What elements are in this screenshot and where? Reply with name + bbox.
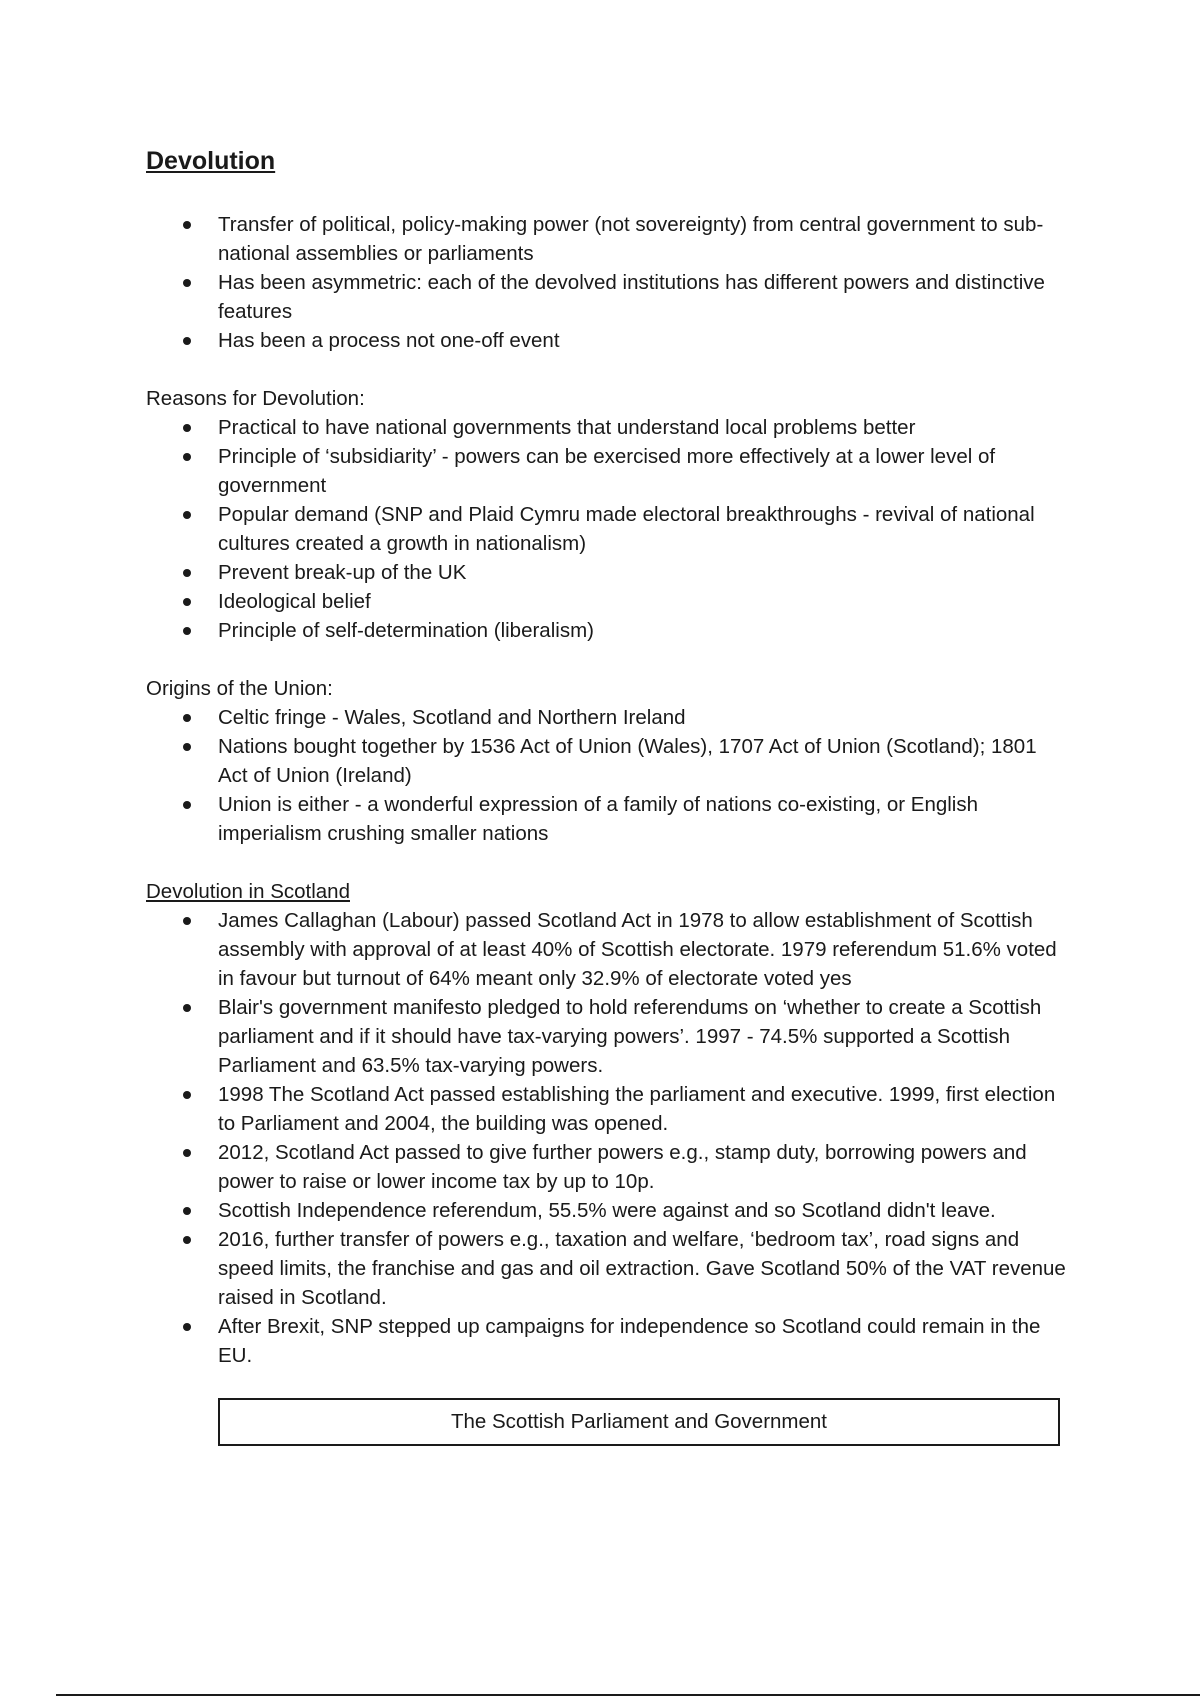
page-title: Devolution: [146, 147, 276, 175]
list-item: Nations bought together by 1536 Act of Union (Wales), 1707 Act of Union (Scotland); 1801 Act of Union (Ireland): [218, 732, 1066, 790]
bullet-icon: [183, 743, 191, 751]
bullet-icon: [183, 714, 191, 722]
bullet-icon: [183, 1207, 191, 1215]
reasons-bullet-list: [146, 413, 1066, 645]
bullet-icon: [183, 1004, 191, 1012]
bullet-icon: [183, 1091, 191, 1099]
page-bottom-rule: [56, 1694, 1200, 1696]
spacer: [146, 848, 1066, 877]
list-item: 1998 The Scotland Act passed establishing the parliament and executive. 1999, first election to Parliament and 2004, the building was opened.: [218, 1080, 1066, 1138]
list-item: Celtic fringe - Wales, Scotland and Northern Ireland: [218, 703, 1066, 732]
list-item: Popular demand (SNP and Plaid Cymru made electoral breakthroughs - revival of national cultures created a growth in nationalism): [218, 500, 1066, 558]
list-item: Transfer of political, policy-making power (not sovereignty) from central government to sub-national assemblies or parliaments: [218, 210, 1066, 268]
list-item: After Brexit, SNP stepped up campaigns for independence so Scotland could remain in the EU.: [218, 1312, 1066, 1370]
bullet-icon: [183, 279, 191, 287]
spacer: [146, 355, 1066, 384]
bullet-icon: [183, 337, 191, 345]
bullet-icon: [183, 453, 191, 461]
bullet-icon: [183, 627, 191, 635]
bullet-icon: [183, 1149, 191, 1157]
list-item: Principle of ‘subsidiarity’ - powers can be exercised more effectively at a lower level of government: [218, 442, 1066, 500]
bullet-icon: [183, 1236, 191, 1244]
bullet-icon: [183, 569, 191, 577]
bullet-icon: [183, 511, 191, 519]
origins-heading: Origins of the Union:: [146, 677, 333, 700]
list-item: Prevent break-up of the UK: [218, 558, 1066, 587]
document-page: [146, 140, 1066, 1446]
list-item: 2012, Scotland Act passed to give further powers e.g., stamp duty, borrowing powers and power to raise or lower income tax by up to 10p.: [218, 1138, 1066, 1196]
list-item: James Callaghan (Labour) passed Scotland Act in 1978 to allow establishment of Scottish assembly with approval of at least 40% of Scottish electorate. 1979 referendum 51.6% voted in favour but turnout of 64% meant only 32.9% of electorate voted yes: [218, 906, 1066, 993]
scotland-heading: Devolution in Scotland: [146, 880, 350, 903]
list-item: Blair's government manifesto pledged to hold referendums on ‘whether to create a Scottish parliament and if it should have tax-varying powers’. 1997 - 74.5% supported a Scottish Parliament and 63.5% tax-varying powers.: [218, 993, 1066, 1080]
bullet-icon: [183, 801, 191, 809]
reasons-heading: Reasons for Devolution:: [146, 387, 365, 410]
list-item: Principle of self-determination (liberalism): [218, 616, 1066, 645]
bullet-icon: [183, 917, 191, 925]
bullet-icon: [183, 1323, 191, 1331]
origins-bullet-list: [146, 703, 1066, 848]
list-item: Has been asymmetric: each of the devolved institutions has different powers and distinctive features: [218, 268, 1066, 326]
list-item: Has been a process not one-off event: [218, 326, 1066, 355]
list-item: Practical to have national governments that understand local problems better: [218, 413, 1066, 442]
list-item: Union is either - a wonderful expression of a family of nations co-existing, or English imperialism crushing smaller nations: [218, 790, 1066, 848]
spacer: [146, 645, 1066, 674]
bullet-icon: [183, 221, 191, 229]
list-item: Ideological belief: [218, 587, 1066, 616]
bullet-icon: [183, 598, 191, 606]
intro-bullet-list: [146, 210, 1066, 355]
scotland-bullet-list: [146, 906, 1066, 1370]
list-item: Scottish Independence referendum, 55.5% were against and so Scotland didn't leave.: [218, 1196, 1066, 1225]
bullet-icon: [183, 424, 191, 432]
list-item: 2016, further transfer of powers e.g., taxation and welfare, ‘bedroom tax’, road signs and speed limits, the franchise and gas and oil extraction. Gave Scotland 50% of the VAT revenue raised in Scotland.: [218, 1225, 1066, 1312]
boxed-section-heading: The Scottish Parliament and Government: [218, 1398, 1060, 1446]
